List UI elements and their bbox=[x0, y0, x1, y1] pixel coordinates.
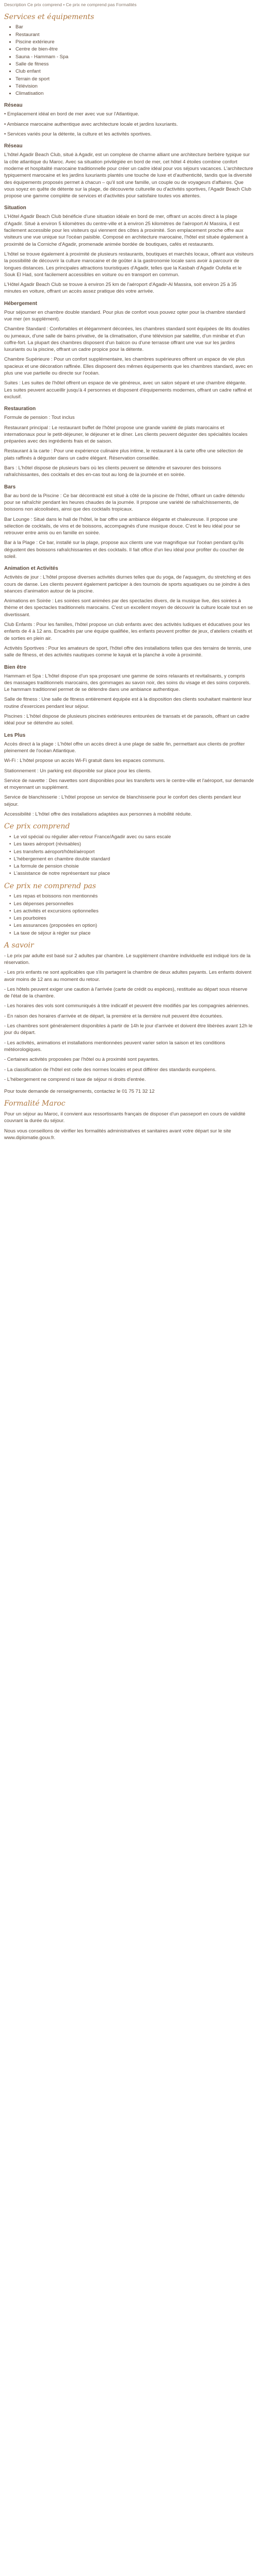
services-title: Services et équipements bbox=[4, 12, 94, 21]
section-paragraph: Restaurant à la carte : Pour une expérience culinaire plus intime, le restaurant à la carte offre une sélection de plats raffinés à déguster dans un cadre élégant. Réservation conseillée. bbox=[4, 448, 243, 461]
includes-item: • L'assistance de notre représentant sur place bbox=[9, 870, 254, 877]
section-paragraph: Chambre Standard : Confortables et élégamment décorées, les chambres standard sont équipées de lits doubles ou jumeaux, d'une salle de bains privative, de la climatisation, d'une télévision par satellite, d'un minibar et d'un coffre-fort. La plupart des chambres disposent d'un balcon ou d'une terrasse offrant une vue sur les jardins luxuriants ou la piscine, offrant un cadre propice pour la détente. bbox=[4, 326, 250, 353]
service-item: • Centre de bien-être bbox=[15, 46, 254, 53]
section-paragraph: Bar Lounge : Situé dans le hall de l'hôtel, le bar offre une ambiance élégante et chaleureuse. Il propose une sélection de cocktails, de vins et de boissons, accompagnés d'une musique douce. C'est le lieu idéal pour se retrouver entre amis ou en famille en soirée. bbox=[4, 516, 240, 536]
service-item: • Salle de fitness bbox=[15, 61, 254, 67]
notice-paragraph: - L'hébergement ne comprend ni taxe de séjour ni droits d'entrée. bbox=[4, 1076, 146, 1082]
section-paragraph: Stationnement : Un parking est disponible sur place pour les clients. bbox=[4, 768, 152, 774]
service-item: • Climatisation bbox=[15, 90, 254, 97]
excludes-title: Ce prix ne comprend pas bbox=[4, 882, 96, 890]
section-paragraph: Service de navette : Des navettes sont disponibles pour les transferts vers le centre-ville et l'aéroport, sur demande et moyennant un supplément. bbox=[4, 777, 254, 791]
section-paragraph: Formule de pension : Tout inclus bbox=[4, 415, 75, 421]
section-paragraph: Suites : Les suites de l'hôtel offrent un espace de vie généreux, avec un salon séparé et une chambre élégante. Les suites peuvent accueillir jusqu'à 4 personnes et disposent d'équipements modernes, offrant un cadre raffiné et exclusif. bbox=[4, 380, 252, 400]
sections bbox=[4, 102, 254, 818]
section-paragraph: Accessibilité : L'hôtel offre des installations adaptées aux personnes à mobilité réduite. bbox=[4, 811, 192, 818]
section-paragraph: Salle de fitness : Une salle de fitness entièrement équipée est à la disposition des clients souhaitant maintenir leur routine d'exercices pendant leur séjour. bbox=[4, 697, 252, 709]
service-item: • Sauna - Hammam - Spa bbox=[15, 54, 254, 60]
service-item: • Terrain de sport bbox=[15, 76, 254, 82]
formalites-body bbox=[4, 1111, 254, 1141]
section-heading: Réseau bbox=[4, 143, 23, 149]
section-heading: Situation bbox=[4, 205, 26, 211]
includes-title: Ce prix comprend bbox=[4, 822, 70, 831]
notice-paragraph: - Les activités, animations et installations mentionnées peuvent varier selon la saison et les conditions météorologiques. bbox=[4, 1040, 225, 1053]
notice-body bbox=[4, 953, 254, 1083]
service-item: • Restaurant bbox=[15, 31, 254, 38]
excludes-item: • Les activités et excursions optionnelles bbox=[9, 908, 254, 914]
section-paragraph: Hammam et Spa : L'hôtel dispose d'un spa proposant une gamme de soins relaxants et revitalisants, y compris des massages traditionnels marocains, des gommages au savon noir, des soins du visage et des soins corporels. Le hammam traditionnel permet de se détendre dans une ambiance authentique. bbox=[4, 673, 251, 693]
notice-paragraph: - Certaines activités proposées par l'hôtel ou à proximité sont payantes. bbox=[4, 1057, 159, 1063]
section-paragraph: L'Hôtel Agadir Beach Club bénéficie d'une situation idéale en bord de mer, offrant un accès direct à la plage d'Agadir. Situé à environ 5 kilomètres du centre-ville et à environ 25 kilomètres de l'aéroport Al Massira, il est facilement accessible pour les visiteurs qui viennent des côtes à proximité. Son emplacement proche offre aux visiteurs une vue unique sur l'océan paisible. Composé en architecture marocaine, l'hôtel est située également à proximité de la Corniche d'Agadir, promenade animée bordée de boutiques, cafés et restaurants. bbox=[4, 214, 248, 247]
section-paragraph: • Services variés pour la détente, la culture et les activités sportives. bbox=[4, 131, 152, 138]
formalites-paragraph: Nous vous conseillons de vérifier les formalités administratives et sanitaires avant votre départ sur le site www.diplomatie.gouv.fr. bbox=[4, 1128, 231, 1141]
notice-paragraph: - Les chambres sont généralement disponibles à partir de 14h le jour d'arrivée et doivent être libérées avant 12h le jour du départ. bbox=[4, 1023, 253, 1036]
excludes-item: • Les repas et boissons non mentionnés bbox=[9, 893, 254, 900]
excludes-item: • La taxe de séjour à régler sur place bbox=[9, 930, 254, 937]
excludes-item: • Les pourboires bbox=[9, 915, 254, 922]
notice-paragraph: - La classification de l'hôtel est celle des normes locales et peut différer des standards européens. bbox=[4, 1066, 217, 1073]
section-heading: Hébergement bbox=[4, 300, 37, 307]
service-item: • Télévision bbox=[15, 83, 254, 90]
section-paragraph: Wi-Fi : L'hôtel propose un accès Wi-Fi gratuit dans les espaces communs. bbox=[4, 758, 165, 764]
notice-paragraph: - Les horaires des vols sont communiqués à titre indicatif et peuvent être modifiés par les compagnies aériennes. bbox=[4, 1003, 250, 1009]
notice-paragraph: - Les prix enfants ne sont applicables que s'ils partagent la chambre de deux adultes payants. Les enfants doivent avoir moins de 12 ans au moment du retour. bbox=[4, 970, 252, 982]
contact-phone: Pour toute demande de renseignements, contactez le 01 75 71 32 12 bbox=[4, 1089, 155, 1095]
service-item: • Piscine extérieure bbox=[15, 39, 254, 45]
section-paragraph: Piscines : L'hôtel dispose de plusieurs piscines extérieures entourées de transats et de parasols, offrant un cadre idéal pour se détendre au soleil. bbox=[4, 714, 250, 726]
section-heading: Réseau bbox=[4, 103, 23, 109]
services-list bbox=[4, 24, 254, 97]
section-paragraph: Activités de jour : L'hôtel propose diverses activités diurnes telles que du yoga, de l'aquagym, du stretching et des cours de danse. Les clients peuvent également participer à des tournois de sports aquatiques ou se joindre à des séances d'animation autour de la piscine. bbox=[4, 574, 251, 594]
section-paragraph: Bar au bord de la Piscine : Ce bar décontracté est situé à côté de la piscine de l'hôtel, offrant un cadre détendu pour se rafraîchir pendant les heures chaudes de la journée. Il propose une variété de rafraîchissements, de boissons non alcoolisées, ainsi que des cocktails tropicaux. bbox=[4, 493, 245, 513]
includes-item: • Le vol spécial ou régulier aller-retour France/Agadir avec ou sans escale bbox=[9, 834, 254, 840]
formalites-title: Formalité Maroc bbox=[4, 1099, 66, 1108]
notice-paragraph: - En raison des horaires d'arrivée et de départ, la première et la dernière nuit peuvent être écourtées. bbox=[4, 1013, 223, 1019]
section-heading: Animation et Activités bbox=[4, 566, 58, 572]
excludes-item: • Les dépenses personnelles bbox=[9, 901, 254, 907]
section-paragraph: Bar à la Plage : Ce bar, installé sur la plage, propose aux clients une vue magnifique sur l'océan pendant qu'ils dégustent des boissons rafraîchissantes et des cocktails. Il fait office d'un lieu idéal pour profiter du coucher de soleil. bbox=[4, 540, 244, 560]
excludes-item: • Les assurances (proposées en option) bbox=[9, 922, 254, 929]
notice-paragraph: - Le prix par adulte est basé sur 2 adultes par chambre. Le supplément chambre individuelle est indiqué lors de la réservation. bbox=[4, 953, 251, 965]
includes-item: • La formule de pension choisie bbox=[9, 863, 254, 870]
section-paragraph: Bars : L'hôtel dispose de plusieurs bars où les clients peuvent se détendre et savourer des boissons rafraîchissantes, des cocktails et des en-cas tout au long de la journée et en soirée. bbox=[4, 465, 221, 478]
section-paragraph: L'hôtel Agadir Beach Club, situé à Agadir, est un complexe de charme alliant une architecture berbère typique sur la côte atlantique du Maroc. Avec sa situation privilégiée en bord de mer, cet hôtel 4 étoiles combine confort moderne et hospitalité marocaine traditionnelle pour créer un cadre idéal pour vos séjours vacances. L'architecture typiquement marocaine et les jardins luxuriants plantés une touche de luxe et d'authenticité, tandis que la diversité des équipements proposés permet à chacun – qu'il soit une famille, un couple ou de voyageurs d'affaires. Que vous soyez en quête de détente sur la plage, de découverte culturelle ou d'activités sportives, l'Agadir Beach Club propose une gamme complète de services et d'activités pour satisfaire toutes vos attentes. bbox=[4, 152, 253, 199]
section-paragraph: Animations en Soirée : Les soirées sont animées par des spectacles divers, de la musique live, des soirées à thème et des spectacles traditionnels marocains. C'est un excellent moyen de découvrir la culture locale tout en se divertissant. bbox=[4, 598, 253, 618]
notice-paragraph: - Les hôtels peuvent exiger une caution à l'arrivée (carte de crédit ou espèces), restituée au départ sous réserve de l'état de la chambre. bbox=[4, 986, 248, 999]
page bbox=[0, 0, 258, 1153]
section-heading: Restauration bbox=[4, 406, 36, 412]
page-subtitle: Description Ce prix comprend • Ce prix ne comprend pas Formalités bbox=[4, 2, 137, 7]
section-paragraph: Activités Sportives : Pour les amateurs de sport, l'hôtel offre des installations telles que des terrains de tennis, une salle de fitness, et des activités nautiques comme le kayak et la planche à voile à proximité. bbox=[4, 645, 252, 658]
notice-title: A savoir bbox=[4, 941, 34, 950]
section-paragraph: L'hôtel se trouve également à proximité de plusieurs restaurants, boutiques et marchés locaux, offrant aux visiteurs la possibilité de découvrir la culture marocaine et de goûter à la gastronomie locale sans avoir à parcourir de longues distances. Les principales attractions touristiques d'Agadir, telles que la Kasbah d'Agadir Oufella et le Souk El Had, sont facilement accessibles en voiture ou en transport en commun. bbox=[4, 251, 254, 278]
formalites-paragraph: Pour un séjour au Maroc, il convient aux ressortissants français de disposer d'un passeport en cours de validité couvrant la durée du séjour. bbox=[4, 1111, 246, 1124]
section-paragraph: Service de blanchisserie : L'hôtel propose un service de blanchisserie pour le confort des clients pendant leur séjour. bbox=[4, 794, 241, 807]
section-paragraph: Accès direct à la plage : L'hôtel offre un accès direct à une plage de sable fin, permettant aux clients de profiter pleinement de l'océan Atlantique. bbox=[4, 741, 245, 754]
section-paragraph: Chambre Supérieure : Pour un confort supplémentaire, les chambres supérieures offrent un espace de vie plus spacieux et une décoration raffinée. Elles disposent des mêmes équipements que les chambres standard, avec en plus une vue partielle ou directe sur l'océan. bbox=[4, 357, 253, 377]
includes-item: • Les taxes aéroport (révisables) bbox=[9, 841, 254, 848]
section-paragraph: Restaurant principal : Le restaurant buffet de l'hôtel propose une grande variété de plats marocains et internationaux pour le petit-déjeuner, le déjeuner et le dîner. Les clients peuvent déguster des spécialités locales préparées avec des ingrédients frais et de saison. bbox=[4, 425, 248, 445]
section-heading: Les Plus bbox=[4, 732, 26, 738]
section-paragraph: Pour séjourner en chambre double standard. Pour plus de confort vous pouvez opter pour la chambre standard vue mer (en supplément). bbox=[4, 309, 246, 322]
service-item: • Club enfant bbox=[15, 68, 254, 75]
excludes-list bbox=[4, 893, 254, 937]
includes-list bbox=[4, 834, 254, 877]
section-paragraph: L'Hôtel Agadir Beach Club se trouve à environ 25 km de l'aéroport d'Agadir-Al Massira, soit environ 25 à 35 minutes en voiture, offrant un accès assez pratique dès votre arrivée. bbox=[4, 282, 237, 295]
includes-item: • Les transferts aéroport/hôtel/aéroport bbox=[9, 849, 254, 855]
section-heading: Bien être bbox=[4, 664, 26, 670]
section-paragraph: • Emplacement idéal en bord de mer avec vue sur l'Atlantique. bbox=[4, 111, 139, 117]
includes-item: • L'hébergement en chambre double standard bbox=[9, 856, 254, 862]
section-heading: Bars bbox=[4, 484, 16, 490]
section-paragraph: Club Enfants : Pour les familles, l'hôtel propose un club enfants avec des activités ludiques et éducatives pour les enfants de 4 à 12 ans. Encadrés par une équipe qualifiée, les enfants peuvent profiter de jeux, d'ateliers créatifs et de sorties en plein air. bbox=[4, 622, 252, 641]
section-paragraph: • Ambiance marocaine authentique avec architecture locale et jardins luxuriants. bbox=[4, 121, 178, 127]
service-item: • Bar bbox=[15, 24, 254, 30]
